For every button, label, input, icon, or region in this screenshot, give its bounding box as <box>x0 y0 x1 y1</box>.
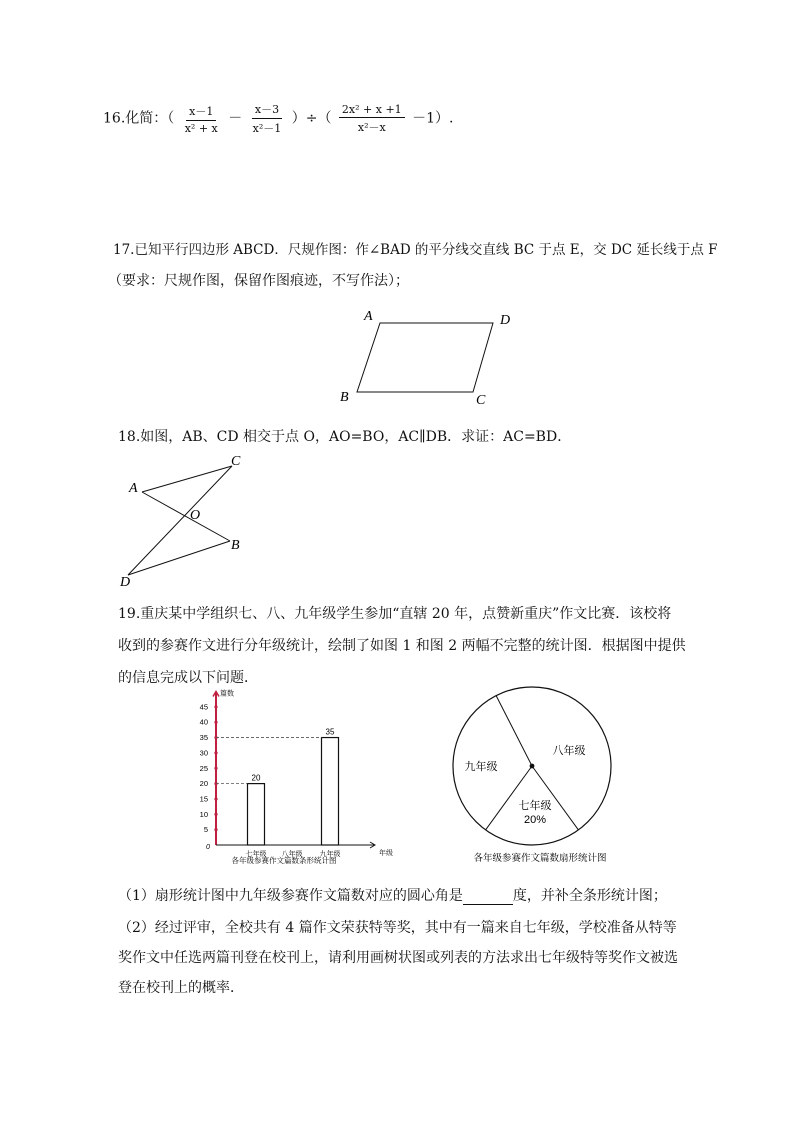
bar-category-label: 九年级 <box>319 851 341 858</box>
label-D: D <box>500 313 511 328</box>
bar-chart <box>188 682 398 872</box>
q16-fraction-3 <box>339 103 405 135</box>
bar-x-axis-label: 年级 <box>379 850 393 857</box>
bar-category-label: 七年级 <box>245 851 267 858</box>
label-C: C <box>476 393 486 408</box>
q19-sub2-line2: 奖作文中任选两篇刊登在校刊上，请利用画树状图或列表的方法求出七年级特等奖作文被选 <box>118 950 678 966</box>
q16-f3-numerator: 2x² + x +1 <box>339 103 405 118</box>
bar-y-axis-label: 篇数 <box>220 690 234 698</box>
label-B: B <box>231 538 240 553</box>
segment-cd <box>128 466 232 575</box>
q16-fraction-2 <box>250 101 285 136</box>
q16-f3-denominator: x²－x <box>357 120 386 134</box>
bar <box>248 784 265 845</box>
pie-chart-title: 各年级参赛作文篇数扇形统计图 <box>473 853 607 864</box>
bar-y-tick-label: 10 <box>199 809 208 819</box>
bar-y-tick <box>214 813 217 816</box>
pie-label-grade8: 八年级 <box>552 745 586 757</box>
pie-label-grade9: 九年级 <box>464 761 498 773</box>
pie-chart <box>440 680 640 870</box>
bar-y-tick <box>214 721 217 724</box>
bar-value-label: 20 <box>251 773 261 783</box>
bar-y-tick-label: 5 <box>203 825 208 835</box>
q18-line1: 18.如图，AB、CD 相交于点 O，AO=BO，AC∥DB．求证：AC=BD． <box>118 429 572 445</box>
bar-y-tick <box>214 751 217 754</box>
q16-suffix: －1）. <box>412 110 454 127</box>
q16-divide: ）÷（ <box>291 110 332 127</box>
bar-y-tick <box>214 705 217 708</box>
bar-chart-title: 各年级参赛作文篇数条形统计图 <box>231 856 337 865</box>
q19-sub2-line3: 登在校刊上的概率． <box>118 980 244 996</box>
bar-y-tick <box>214 797 217 800</box>
bar-y-tick-label: 20 <box>199 779 208 789</box>
q17-line2: （要求：尺规作图，保留作图痕迹，不写作法）； <box>108 273 409 289</box>
bar-y-tick-label: 35 <box>199 733 208 743</box>
segment-db <box>128 541 230 575</box>
pie-center-dot <box>530 764 535 769</box>
q16-f1-denominator: x² + x <box>184 121 218 135</box>
bar-y-tick-label: 30 <box>199 748 208 758</box>
bar-y-tick-label: 15 <box>199 794 208 804</box>
bar-y-tick-label: 40 <box>199 717 208 727</box>
pie-label-grade7: 七年级 <box>518 800 552 812</box>
q16-prefix: 16.化简：（ <box>103 110 175 127</box>
q19-sub1-text-b: 度，并补全条形统计图； <box>512 888 667 904</box>
label-O: O <box>190 508 201 523</box>
q19-sub2-line1: （2）经过评审，全校共有 4 篇作文荣获特等奖，其中有一篇来自七年级，学校准备从特等 <box>118 920 677 936</box>
q16-fraction-1 <box>182 103 221 135</box>
q19-line3: 的信息完成以下问题． <box>118 670 258 686</box>
q18-figure <box>110 450 260 590</box>
q16-minus: － <box>228 110 243 127</box>
bar-y-tick-label: 45 <box>199 702 208 712</box>
segment-ac <box>142 466 232 492</box>
segment-ab <box>142 492 230 541</box>
pie-percent-grade7: 20% <box>523 814 547 826</box>
label-A: A <box>364 309 373 324</box>
label-C: C <box>231 454 241 469</box>
bar-y-tick <box>214 828 217 831</box>
bar-y-tick <box>214 767 217 770</box>
q19-line1: 19.重庆某中学组织七、八、九年级学生参加“直辖 20 年，点赞新重庆”作文比赛．该校将 <box>118 606 672 622</box>
q16-line <box>103 101 453 136</box>
parallelogram-figure <box>330 300 530 410</box>
bar-category-label: 八年级 <box>281 851 303 858</box>
q19-sub1 <box>118 885 667 905</box>
label-A: A <box>129 481 138 496</box>
q16-f2-numerator: x－3 <box>252 101 282 119</box>
label-B: B <box>340 390 349 405</box>
answer-blank <box>463 892 513 905</box>
bar <box>322 738 339 845</box>
q19-sub1-text-a: （1）扇形统计图中九年级参赛作文篇数对应的圆心角是 <box>118 888 463 904</box>
bar-value-label: 35 <box>325 727 335 737</box>
bar-origin-label: 0 <box>206 844 210 851</box>
parallelogram-abcd <box>357 323 493 392</box>
label-D: D <box>120 575 131 590</box>
q19-line2: 收到的参赛作文进行分年级统计，绘制了如图 1 和图 2 两幅不完整的统计图．根据图中提供 <box>118 638 686 654</box>
q17-line1: 17.已知平行四边形 ABCD．尺规作图：作∠BAD 的平分线交直线 BC 于点 E，交 DC 延长线于点 F <box>113 242 718 258</box>
q16-f2-denominator: x²－1 <box>252 122 282 135</box>
q16-f1-numerator: x－1 <box>186 103 216 121</box>
bar-y-tick-label: 25 <box>199 763 208 773</box>
